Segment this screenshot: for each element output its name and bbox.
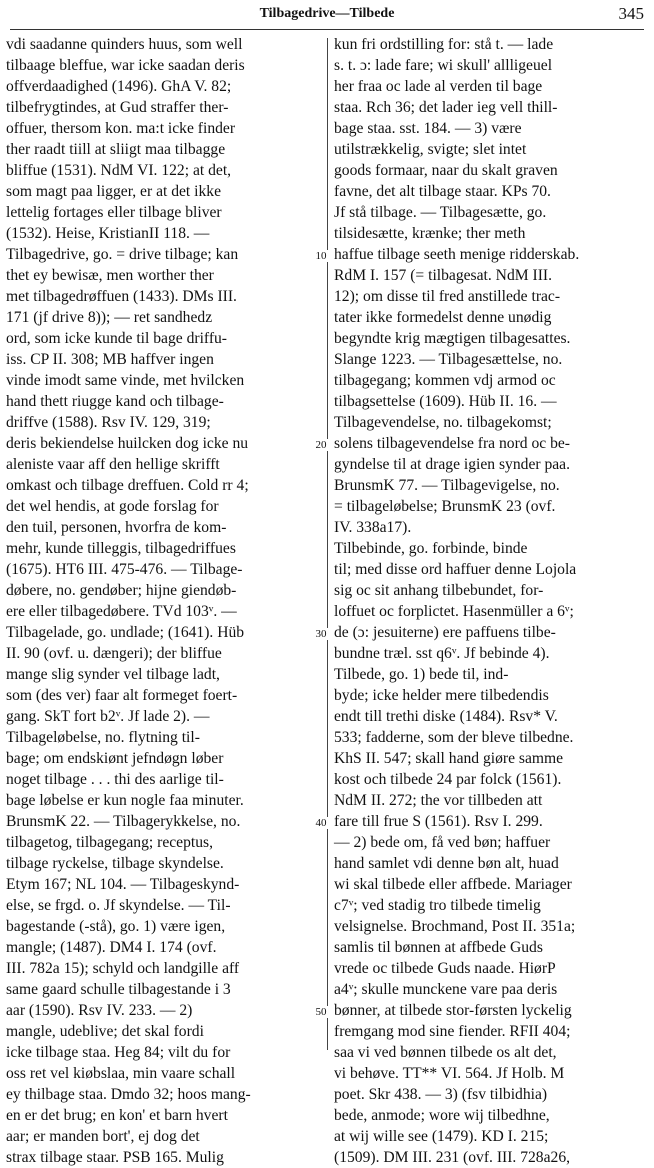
line-number: 50 <box>310 1006 332 1018</box>
text-line: icke tilbage staa. Heg 84; vilt du for <box>6 1044 231 1061</box>
text-line: at wij wille see (1479). KD I. 215; <box>334 1128 549 1145</box>
text-line: offverdaadighed (1496). GhA V. 82; <box>6 78 232 95</box>
text-line: bage staa. sst. 184. — 3) være <box>334 120 522 137</box>
text-line: vrede oc tilbede Guds naade. HiørP <box>334 960 556 977</box>
text-line: thet ey bewisæ, men worther ther <box>6 267 214 284</box>
text-line: gang. SkT fort b2ᵛ. Jf lade 2). — <box>6 708 210 725</box>
text-line: a4ᵛ; skulle munckene vare paa deris <box>334 981 558 998</box>
text-line: tater ikke formedelst denne unødig <box>334 309 552 326</box>
text-line: Tilbageløbelse, no. flytning til- <box>6 729 200 746</box>
text-line: solens tilbagevendelse fra nord oc be- <box>334 435 570 452</box>
text-line: byde; icke helder mere tilbedendis <box>334 687 549 704</box>
line-number: 20 <box>310 439 332 451</box>
text-line: bliffue (1531). NdM VI. 122; at det, <box>6 162 232 179</box>
text-line: KhS II. 547; skall hand giøre samme <box>334 750 564 767</box>
text-line: tilbaage bleffue, war icke saadan deris <box>6 57 245 74</box>
text-line: (1532). Heise, KristianII 118. — <box>6 225 210 242</box>
text-line: met tilbagedrøffuen (1433). DMs III. <box>6 288 237 305</box>
text-line: BrunsmK 77. — Tilbagevigelse, no. <box>334 477 560 494</box>
text-line: hand samlet vdi denne bøn alt, huad <box>334 855 559 872</box>
text-line: aar (1590). Rsv IV. 233. — 2) <box>6 1002 193 1019</box>
text-line: poet. Skr 438. — 3) (fsv tilbidhia) <box>334 1086 548 1103</box>
text-line: Tilbede, go. 1) bede til, ind- <box>334 666 509 683</box>
text-line: endt till trethi diske (1484). Rsv* V. <box>334 708 558 725</box>
text-line: bage løbelse er kun nogle faa minuter. <box>6 792 244 809</box>
text-line: det wel hendis, at gode forslag for <box>6 498 219 515</box>
text-line: ey thilbage staa. Dmdo 32; hoos mang- <box>6 1086 251 1103</box>
text-line: mehr, kunde tilleggis, tilbagedriffues <box>6 540 236 557</box>
text-line: den tuil, personen, hvorfra de kom- <box>6 519 227 536</box>
text-line: Slange 1223. — Tilbagesættelse, no. <box>334 351 563 368</box>
text-line: deris bekiendelse huilcken dog icke nu <box>6 435 249 452</box>
text-line: som magt paa ligger, er at det ikke <box>6 183 222 200</box>
running-head: Tilbagedrive—Tilbede <box>259 6 395 21</box>
header-rule <box>10 29 644 30</box>
text-line: III. 782a 15); schyld och landgille aff <box>6 960 240 977</box>
text-line: ord, som icke kunde til bage driffu- <box>6 330 228 347</box>
page-number: 345 <box>618 4 644 23</box>
text-line: en er det brug; en kon' et barn hvert <box>6 1107 228 1124</box>
text-line: tilbagetog, tilbagegang; receptus, <box>6 834 213 851</box>
text-line: kost och tilbede 24 par folck (1561). <box>334 771 562 788</box>
text-line: same gaard schulle tilbagestande i 3 <box>6 981 231 998</box>
text-line: favne, det alt tilbage staar. KPs 70. <box>334 183 551 200</box>
text-line: gyndelse til at drage igien synder paa. <box>334 456 570 473</box>
text-line: BrunsmK 22. — Tilbagerykkelse, no. <box>6 813 241 830</box>
text-line: Etym 167; NL 104. — Tilbageskynd- <box>6 876 240 893</box>
text-line: fremgang mod sine fiender. RFII 404; <box>334 1023 571 1040</box>
text-line: aar; er manden bort', ej dog det <box>6 1128 200 1145</box>
text-line: ere eller tilbagedøbere. TVd 103ᵛ. — <box>6 603 237 620</box>
text-line: lettelig fortages eller tilbage bliver <box>6 204 222 221</box>
text-line: oss ret vel kiøbslaa, min vaare schall <box>6 1065 236 1082</box>
text-line: bundne træl. sst q6ᵛ. Jf bebinde 4). <box>334 645 550 662</box>
text-line: IV. 338a17). <box>334 519 412 536</box>
text-line: saa vi ved bønnen tilbede os alt det, <box>334 1044 557 1061</box>
text-line: mangle; (1487). DM4 I. 174 (ovf. <box>6 939 217 956</box>
text-line: bede, anmode; wore wij tilbedhne, <box>334 1107 550 1124</box>
text-line: tilbage ryckelse, tilbage skyndelse. <box>6 855 224 872</box>
text-line: døbere, no. gendøber; hijne giendøb- <box>6 582 237 599</box>
text-line: tilsidesætte, krænke; ther meth <box>334 225 526 242</box>
text-line: Tilbagelade, go. undlade; (1641). Hüb <box>6 624 245 641</box>
text-line: — 2) bede om, få ved bøn; haffuer <box>334 834 551 851</box>
text-line: tilbagsettelse (1609). Hüb II. 16. — <box>334 393 557 410</box>
text-line: vdi saadanne quinders huus, som well <box>6 36 243 53</box>
text-line: mangle, udeblive; det skal fordi <box>6 1023 204 1040</box>
text-line: 12); om disse til fred anstillede trac- <box>334 288 561 305</box>
line-number: 40 <box>310 817 332 829</box>
left-column <box>6 34 322 1168</box>
text-line: iss. CP II. 308; MB haffver ingen <box>6 351 214 368</box>
text-line: (1675). HT6 III. 475-476. — Tilbage- <box>6 561 243 578</box>
text-line: tilbefrygtindes, at Gud straffer ther- <box>6 99 229 116</box>
text-line: Tilbebinde, go. forbinde, binde <box>334 540 528 557</box>
text-line: c7ᵛ; ved stadig tro tilbede timelig <box>334 897 541 914</box>
text-line: s. t. ɔ: lade fare; wi skull' allligeuel <box>334 57 553 74</box>
text-line: 533; fadderne, som der bleve tilbedne. <box>334 729 574 746</box>
text-line: wi skal tilbede eller affbede. Mariager <box>334 876 572 893</box>
text-line: fare till frue S (1561). Rsv I. 299. <box>334 813 543 830</box>
text-line: Tilbagevendelse, no. tilbagekomst; <box>334 414 552 431</box>
text-line: driffve (1588). Rsv IV. 129, 319; <box>6 414 211 431</box>
line-number: 10 <box>310 250 332 262</box>
text-line: bagestande (-stå), go. 1) være igen, <box>6 918 226 935</box>
text-line: til; med disse ord haffuer denne Lojola <box>334 561 577 578</box>
text-line: Jf stå tilbage. — Tilbagesætte, go. <box>334 204 547 221</box>
text-line: sig oc sit anhang tilbebundet, for- <box>334 582 544 599</box>
text-line: vinde imodt same vinde, met hvilcken <box>6 372 245 389</box>
text-line: staa. Rch 36; det lader ieg vell thill- <box>334 99 558 116</box>
text-line: strax tilbage staar. PSB 165. Mulig <box>6 1149 224 1166</box>
text-line: aleniste vaar aff den hellige skrifft <box>6 456 220 473</box>
text-line: hand thett riugge kand och tilbage- <box>6 393 224 410</box>
text-line: bønner, at tilbede stor-førsten lyckelig <box>334 1002 572 1019</box>
text-line: bage; om endskiønt jefndøgn løber <box>6 750 224 767</box>
text-line: noget tilbage . . . thi des aarlige til- <box>6 771 224 788</box>
text-line: kun fri ordstilling for: stå t. — lade <box>334 36 554 53</box>
text-line: loffuet oc forplictet. Hasenmüller a 6ᵛ; <box>334 603 574 620</box>
line-number-gutter <box>310 34 338 1034</box>
text-line: goods formaar, naar du skalt graven <box>334 162 558 179</box>
right-column <box>334 34 650 1168</box>
text-line: her fraa oc lade al verden til bage <box>334 78 543 95</box>
text-line: II. 90 (ovf. u. dængeri); der bliffue <box>6 645 222 662</box>
text-line: = tilbageløbelse; BrunsmK 23 (ovf. <box>334 498 556 515</box>
text-line: begyndte krig mægtigen tilbagesattes. <box>334 330 571 347</box>
text-line: NdM II. 272; the vor tillbeden att <box>334 792 543 809</box>
text-line: tilbagegang; kommen vdj armod oc <box>334 372 556 389</box>
text-line: samlis til bønnen at affbede Guds <box>334 939 543 956</box>
text-line: (1509). DM III. 231 (ovf. III. 728a26, <box>334 1149 571 1166</box>
text-line: else, se frgd. o. Jf skyndelse. — Til- <box>6 897 231 914</box>
text-line: utilstrækkelig, svigte; slet intet <box>334 141 527 158</box>
line-number: 30 <box>310 628 332 640</box>
text-line: RdM I. 157 (= tilbagesat. NdM III. <box>334 267 552 284</box>
text-line: haffue tilbage seeth menige ridderskab. <box>334 246 580 263</box>
text-line: omkast och tilbage dreffuen. Cold rr 4; <box>6 477 249 494</box>
text-line: offuer, thersom kon. ma:t icke finder <box>6 120 236 137</box>
text-line: mange slig synder vel tilbage ladt, <box>6 666 220 683</box>
text-line: velsignelse. Brochmand, Post II. 351a; <box>334 918 576 935</box>
text-line: de (ɔ: jesuiterne) ere paffuens tilbe- <box>334 624 556 641</box>
text-line: vi behøve. TT** VI. 564. Jf Holb. M <box>334 1065 565 1082</box>
text-line: ther raadt tiill at sliigt maa tilbagge <box>6 141 226 158</box>
text-line: som (des ver) faar alt formeget foert- <box>6 687 238 704</box>
text-line: 171 (jf drive 8)); — ret sandhedz <box>6 309 213 326</box>
text-line: Tilbagedrive, go. = drive tilbage; kan <box>6 246 239 263</box>
page-header <box>0 0 654 26</box>
